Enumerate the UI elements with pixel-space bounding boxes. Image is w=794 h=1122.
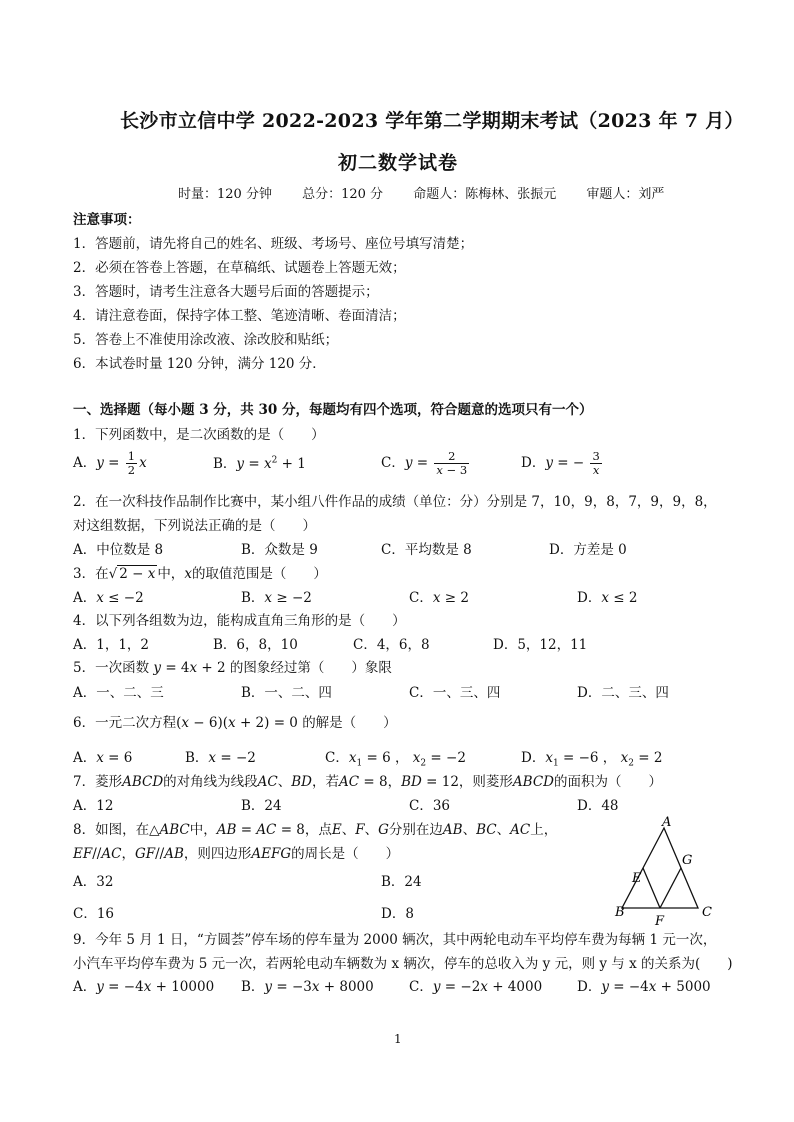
triangle-figure (612, 812, 722, 930)
q4-option-a: A．1，1，2 (73, 637, 150, 653)
q4-option-c: C．4，6，8 (353, 637, 430, 653)
q8-option-d: D．8 (381, 906, 414, 922)
question-5-stem: 5．一次函数 y = 4x + 2 的图象经过第（ ）象限 (73, 660, 392, 676)
label-f: F (655, 914, 665, 929)
q3-option-d: D．x ≤ 2 (577, 590, 638, 606)
q8-option-c: C．16 (73, 906, 115, 922)
q2-option-c: C．平均数是 8 (381, 542, 472, 558)
q1-option-d: D．y = − $\frac{3}{x}$ (521, 449, 600, 477)
notice-item: 4．请注意卷面，保持字体工整、笔迹清晰、卷面清洁； (73, 308, 406, 324)
q6-option-c: C．$x_1 = 6$ ， $x_2 = -2$ (325, 750, 466, 769)
page-number: 1 (394, 1032, 402, 1046)
question-2-stem-cont: 对这组数据，下列说法正确的是（ ） (73, 518, 316, 534)
q5-option-d: D．二、三、四 (577, 685, 669, 701)
question-3-stem: 3．在√ 2 − x 中，x的取值范围是（ ） (73, 566, 327, 582)
question-9-stem-cont: 小汽车平均停车费为 5 元一次，若两轮电动车辆数为 x 辆次，停车的总收入为 y 元，则 y 与 x 的关系为( ) (73, 956, 733, 972)
q2-option-a: A．中位数是 8 (73, 542, 164, 558)
notice-item: 3．答题时，请考生注意各大题号后面的答题提示； (73, 284, 379, 300)
q4-option-b: B．6，8，10 (213, 637, 298, 653)
label-e: E (632, 871, 642, 886)
q7-option-b: B．24 (241, 798, 282, 814)
exam-meta (178, 183, 690, 202)
q7-option-d: D．48 (577, 798, 619, 814)
q2-option-b: B．众数是 9 (241, 542, 318, 558)
label-c: C (702, 905, 712, 920)
triangle-abc (622, 828, 698, 908)
q3-option-b: B．x ≥ −2 (241, 590, 312, 606)
question-7-stem: 7．菱形ABCD的对角线为线段AC、BD，若AC = 8，BD = 12，则菱形ABCD的面积为（ ） (73, 774, 662, 790)
label-a: A (662, 815, 672, 830)
exam-total: 总分：120 分 (302, 187, 384, 202)
q9-option-b: B．y = −3x + 8000 (241, 979, 374, 995)
exam-time: 时量：120 分钟 (178, 187, 272, 202)
segment-fg (660, 868, 681, 908)
q6-option-a: A．x = 6 (73, 750, 133, 766)
q5-option-c: C．一、三、四 (409, 685, 501, 701)
q7-option-a: A．12 (73, 798, 114, 814)
q4-option-d: D．5，12，11 (493, 637, 588, 653)
exam-subtitle: 初二数学试卷 (338, 152, 459, 174)
notice-item: 1．答题前，请先将自己的姓名、班级、考场号、座位号填写清楚； (73, 236, 474, 252)
question-8-stem-cont: EF//AC，GF//AB，则四边形AEFG的周长是（ ） (73, 846, 400, 862)
question-6-stem: 6．一元二次方程(x − 6)(x + 2) = 0 的解是（ ） (73, 715, 397, 731)
q5-option-a: A．一、二、三 (73, 685, 164, 701)
q7-option-c: C．36 (409, 798, 451, 814)
q1-option-b: B．$y = x^2 + 1$ (213, 455, 306, 472)
notice-item: 5．答卷上不准使用涂改液、涂改胶和贴纸； (73, 332, 339, 348)
q5-option-b: B．一、二、四 (241, 685, 332, 701)
q1-option-a: A．y = $\frac{1}{2}$ x (73, 449, 147, 477)
q8-option-b: B．24 (381, 874, 422, 890)
exam-reviewer: 审题人：刘严 (586, 187, 665, 202)
q9-option-c: C．y = −2x + 4000 (409, 979, 543, 995)
section-heading: 一、选择题（每小题 3 分，共 30 分，每题均有四个选项，符合题意的选项只有一个） (73, 402, 593, 418)
question-9-stem: 9．今年 5 月 1 日，“方圆荟”停车场的停车量为 2000 辆次，其中两轮电动车平均停车费为每辆 1 元一次， (73, 932, 717, 948)
q8-option-a: A．32 (73, 874, 114, 890)
q9-option-a: A．y = −4x + 10000 (73, 979, 215, 995)
label-g: G (682, 853, 693, 868)
question-1-stem: 1．下列函数中，是二次函数的是（ ） (73, 427, 325, 443)
q9-option-d: D．y = −4x + 5000 (577, 979, 711, 995)
notice-heading: 注意事项： (73, 212, 141, 228)
exam-authors: 命题人：陈梅林、张振元 (413, 187, 557, 202)
q3-option-c: C．x ≥ 2 (409, 590, 469, 606)
question-2-stem: 2．在一次科技作品制作比赛中，某小组八件作品的成绩（单位：分）分别是 7，10，9，8，7，9，9，8， (73, 494, 717, 510)
q3-option-a: A．x ≤ −2 (73, 590, 144, 606)
q1-option-c: C．y = $\frac{2}{x - 3}$ (381, 449, 468, 477)
segment-ef (643, 868, 660, 908)
question-4-stem: 4．以下列各组数为边，能构成直角三角形的是（ ） (73, 613, 406, 629)
q2-option-d: D．方差是 0 (549, 542, 627, 558)
question-8-stem: 8．如图，在△ABC中，AB = AC = 8，点E、F、G分别在边AB、BC、AC上， (73, 822, 558, 838)
label-b: B (615, 905, 625, 920)
exam-title: 长沙市立信中学 2022-2023 学年第二学期期末考试（2023 年 7 月） (120, 110, 744, 132)
q6-option-d: D．$x_1 = -6$ ， $x_2 = 2$ (521, 750, 663, 769)
notice-item: 6．本试卷时量 120 分钟，满分 120 分． (73, 356, 326, 372)
q6-option-b: B．x = −2 (185, 750, 256, 766)
notice-item: 2．必须在答卷上答题，在草稿纸、试题卷上答题无效； (73, 260, 406, 276)
